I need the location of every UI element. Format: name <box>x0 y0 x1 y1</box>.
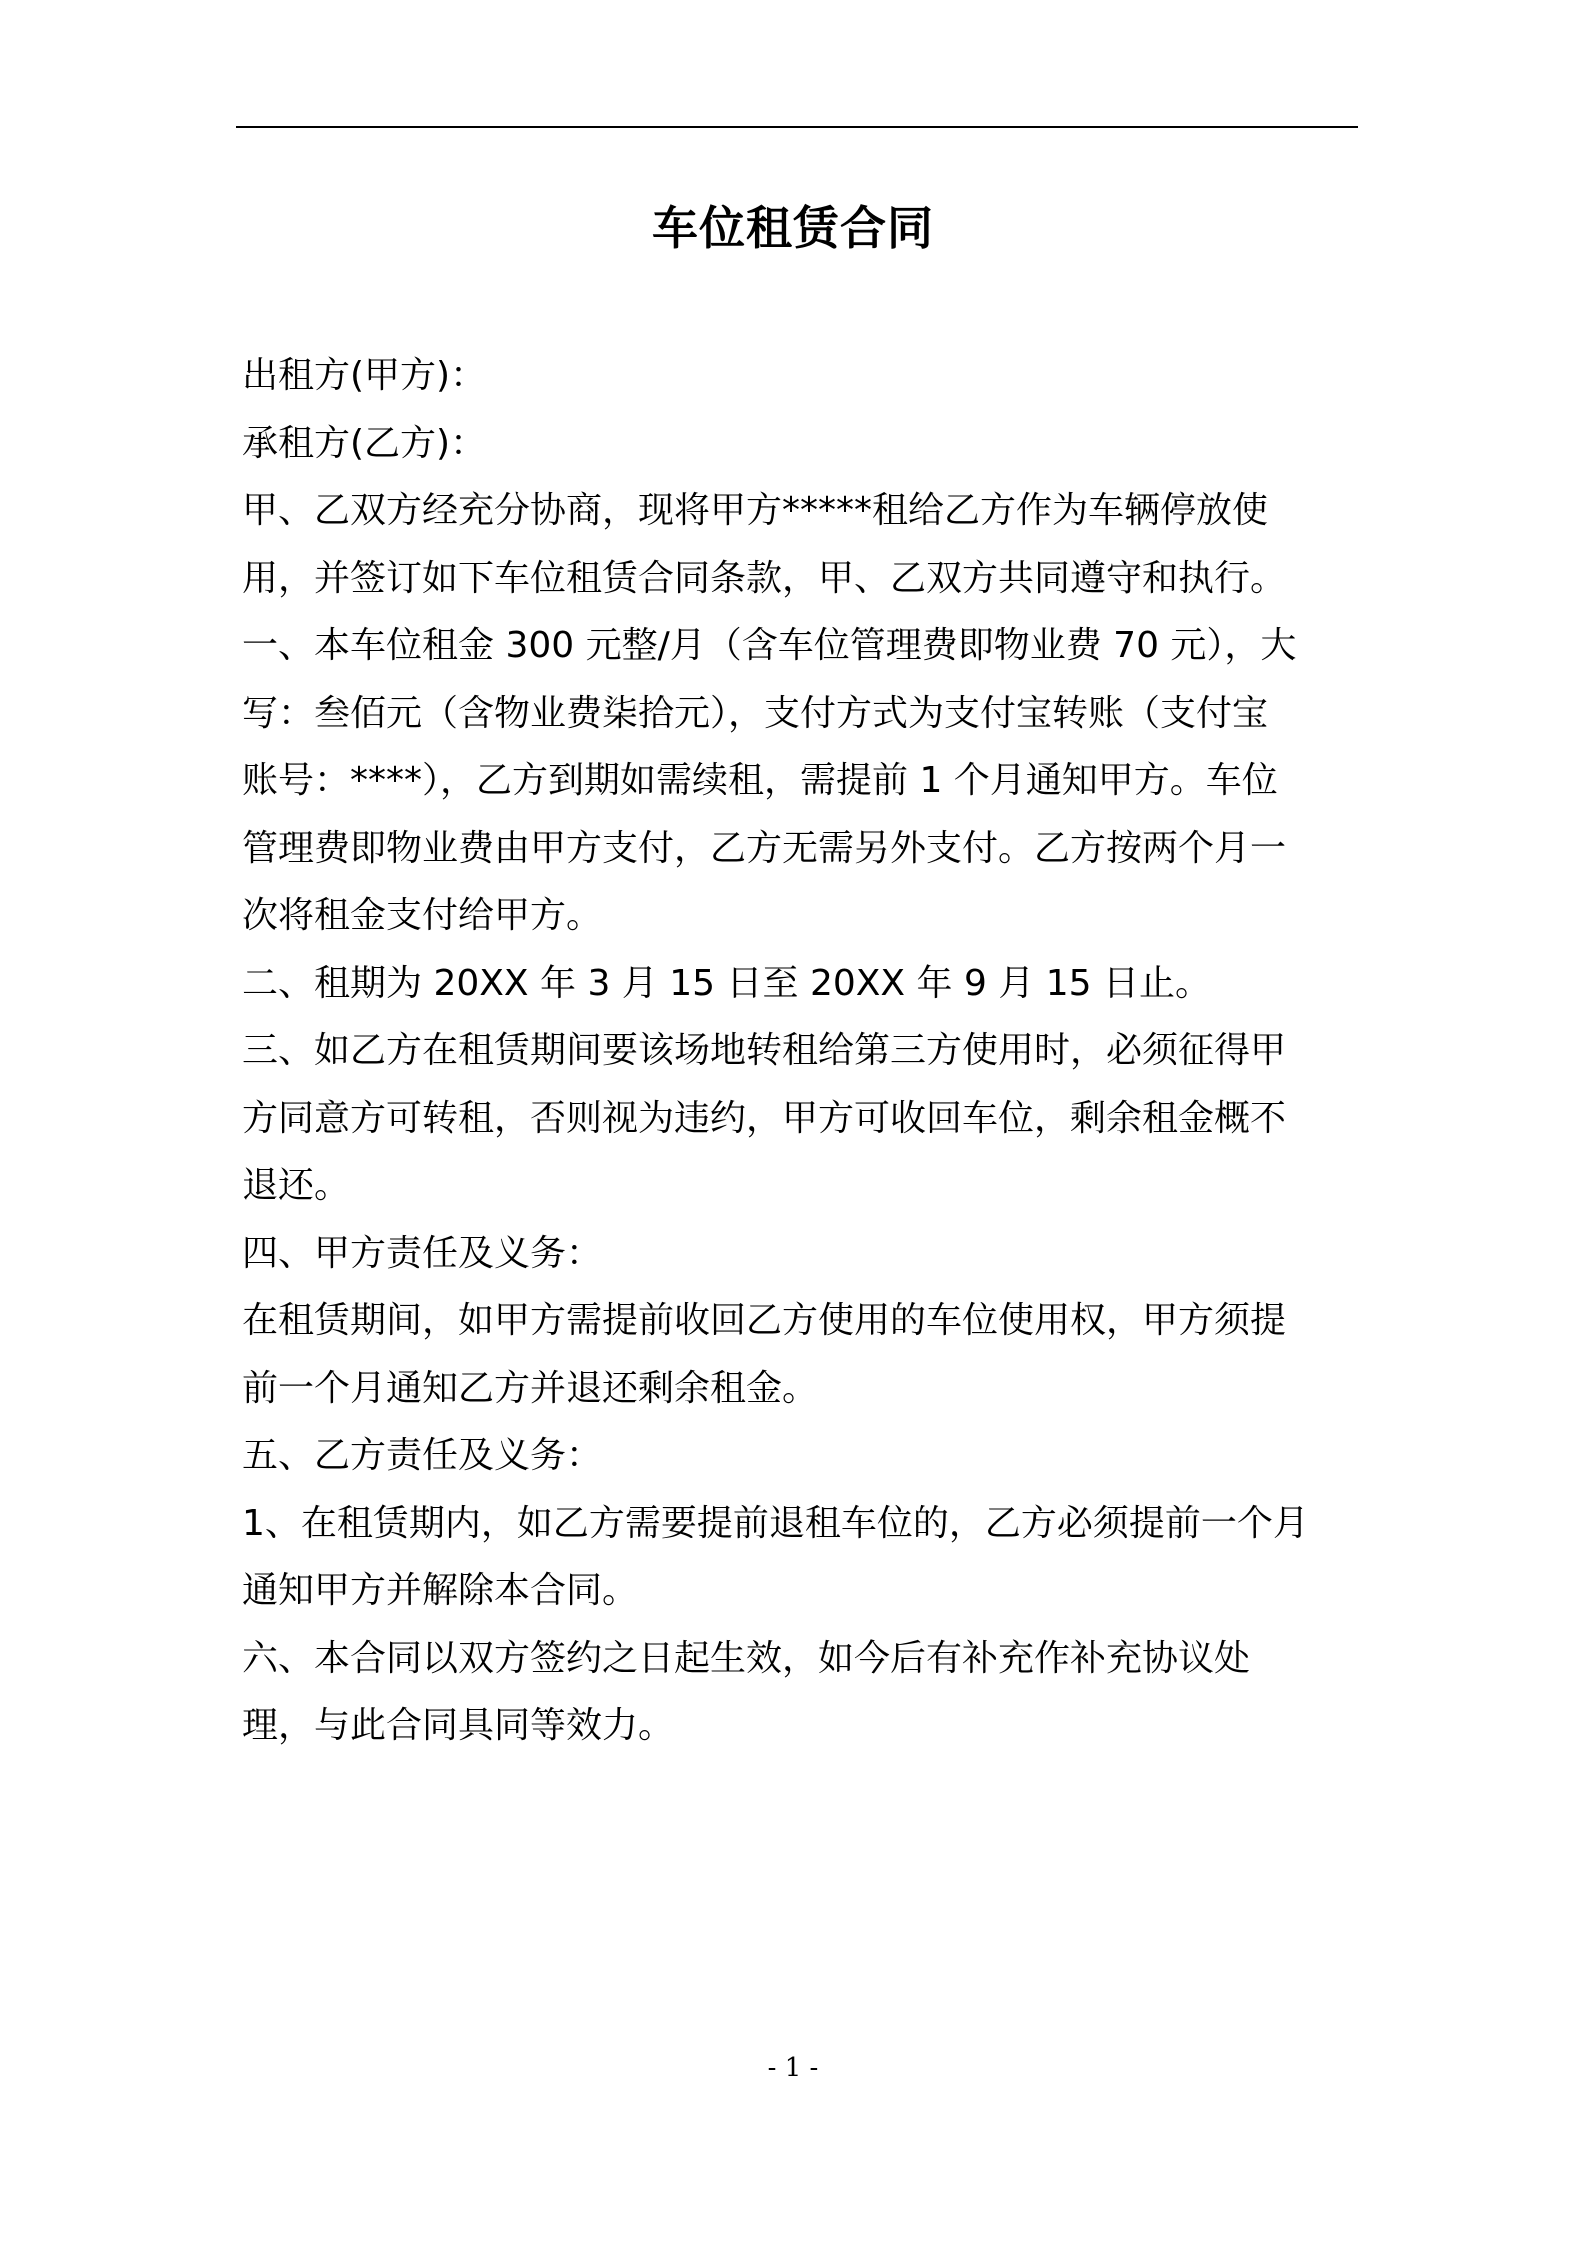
text-line: 甲、乙双方经充分协商，现将甲方*****租给乙方作为车辆停放使 <box>242 490 1269 531</box>
text-line: 次将租金支付给甲方。 <box>242 895 603 936</box>
text-line: 在租赁期间，如甲方需提前收回乙方使用的车位使用权，甲方须提 <box>242 1300 1287 1341</box>
text-line: 三、如乙方在租赁期间要该场地转租给第三方使用时，必须征得甲 <box>242 1030 1287 1071</box>
text-line: 六、本合同以双方签约之日起生效，如今后有补充作补充协议处 <box>242 1637 1251 1679</box>
header-rule <box>236 126 1358 128</box>
text-line: 通知甲方并解除本合同。 <box>242 1570 639 1611</box>
text-line: 承租方(乙方)： <box>242 422 487 464</box>
lessor-line <box>242 342 1362 410</box>
text-line: 二、租期为 20XX 年 3 月 15 日至 20XX 年 9 月 15 日止。 <box>242 962 1212 1004</box>
lessee-line <box>242 410 1362 478</box>
text-line: 出租方(甲方)： <box>242 355 487 396</box>
text-line: 退还。 <box>242 1165 351 1206</box>
text-line: 管理费即物业费由甲方支付，乙方无需另外支付。乙方按两个月一 <box>242 827 1287 869</box>
page-title: 车位租赁合同 <box>652 201 934 255</box>
text-line: 1、在租赁期内，如乙方需要提前退租车位的，乙方必须提前一个月 <box>242 1502 1309 1544</box>
clause-4-heading <box>242 1220 1362 1288</box>
text-line: 理，与此合同具同等效力。 <box>242 1705 675 1746</box>
clause-2-paragraph <box>242 950 1362 1018</box>
text-line: 前一个月通知乙方并退还剩余租金。 <box>242 1367 819 1409</box>
text-line: 写：叁佰元（含物业费柒拾元），支付方式为支付宝转账（支付宝 <box>242 692 1269 734</box>
text-line: 用，并签订如下车位租赁合同条款，甲、乙双方共同遵守和执行。 <box>242 557 1287 599</box>
preamble-paragraph <box>242 477 1362 612</box>
text-line: 四、甲方责任及义务： <box>242 1232 603 1274</box>
text-line: 五、乙方责任及义务： <box>242 1435 603 1476</box>
clause-5-item-1 <box>242 1490 1362 1625</box>
clause-1-paragraph <box>242 612 1362 950</box>
text-line: 一、本车位租金 300 元整/月（含车位管理费即物业费 70 元），大 <box>242 625 1297 666</box>
clause-4-paragraph <box>242 1287 1362 1422</box>
text-line: 账号：****），乙方到期如需续租，需提前 1 个月通知甲方。车位 <box>242 760 1278 801</box>
clause-5-heading <box>242 1422 1362 1490</box>
contract-body <box>242 342 1362 1760</box>
page-number: - 1 - <box>767 2053 819 2083</box>
clause-3-paragraph <box>242 1017 1362 1220</box>
clause-6-paragraph <box>242 1625 1362 1760</box>
text-line: 方同意方可转租，否则视为违约，甲方可收回车位，剩余租金概不 <box>242 1097 1287 1139</box>
